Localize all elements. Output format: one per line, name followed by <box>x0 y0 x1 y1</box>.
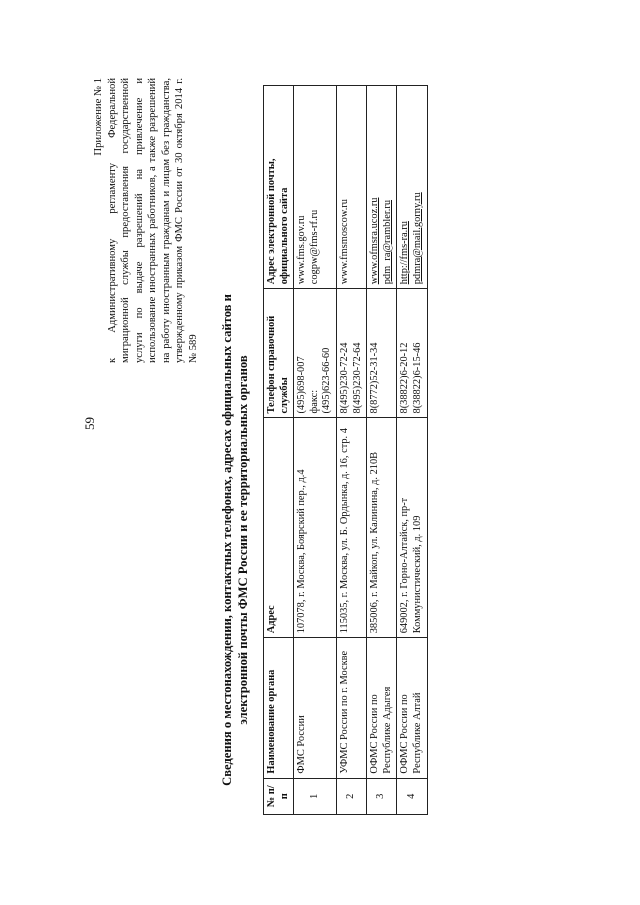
row-web <box>367 86 397 289</box>
row-number: 1 <box>294 778 337 814</box>
row-name: ОФМС России по Республике Адыгея <box>367 638 397 778</box>
appendix-text: к Административному регламенту Федеральной миграционной службы предоставления государственной услуги по выдаче разрешений на привлечение и использование иностранных работников, а также разрешений на работу иностранным гражданам и лицам без гражданства, утвержденному приказом ФМС России от 30 октября 2014 г. № 589 <box>106 78 199 363</box>
website-link[interactable]: www.fms.gov.ru <box>296 215 308 285</box>
row-phone <box>294 289 337 418</box>
phone-line: 8(495)230-72-64 <box>351 342 363 414</box>
appendix-block <box>92 78 200 363</box>
table-row <box>294 86 337 815</box>
rotated-content <box>80 75 640 825</box>
email-link[interactable]: cogpw@fms-rf.ru <box>308 209 320 285</box>
website-link[interactable]: www.ofmsra.ucoz.ru <box>369 197 381 285</box>
row-phone <box>397 289 427 418</box>
document-title: Сведения о местонахождении, контактных телефонах, адресах официальных сайтов и электронной почты ФМС России и ее территориальных органов <box>220 294 250 786</box>
appendix-title: Приложение № 1 <box>93 78 104 156</box>
email-link[interactable]: pdmra@mail.gorny.ru <box>411 192 423 285</box>
header-phone: Телефон справочной службы <box>264 289 294 418</box>
row-web <box>336 86 366 289</box>
row-address: 115035, г. Москва, ул. Б. Ордынка, д. 16, стр. 4 <box>336 418 366 638</box>
website-link[interactable]: www.fmsmoscow.ru <box>338 199 350 285</box>
row-name: ФМС России <box>294 638 337 778</box>
phone-line: 8(8772)52-31-34 <box>369 342 381 414</box>
row-address: 385006, г. Майкоп, ул. Калинина, д. 210В <box>367 418 397 638</box>
website-link[interactable]: http://fms-ra.ru <box>399 221 411 285</box>
contacts-table <box>263 85 428 815</box>
email-link[interactable]: pdm_ra@rambler.ru <box>381 199 393 285</box>
header-number: № п/ п <box>264 778 294 814</box>
table-row <box>397 86 427 815</box>
row-address: 649002, г. Горно-Алтайск, пр-т Коммунистический, д. 109 <box>397 418 427 638</box>
header-web: Адрес электронной почты, официального сайта <box>264 86 294 289</box>
row-phone <box>336 289 366 418</box>
phone-line: (495)698-007 <box>296 356 308 414</box>
row-number: 2 <box>336 778 366 814</box>
table-row <box>336 86 366 815</box>
phone-line: 8(495)230-72-24 <box>338 342 350 414</box>
row-phone <box>367 289 397 418</box>
page-number: 59 <box>82 417 97 430</box>
row-number: 4 <box>397 778 427 814</box>
table-header-row <box>264 86 294 815</box>
phone-line: факс: <box>308 389 320 414</box>
row-web <box>294 86 337 289</box>
table-row <box>367 86 397 815</box>
phone-line: 8(38822)6-20-12 <box>399 342 411 414</box>
row-name: УФМС России по г. Москве <box>336 638 366 778</box>
row-web <box>397 86 427 289</box>
row-number: 3 <box>367 778 397 814</box>
header-name: Наименование органа <box>264 638 294 778</box>
row-address: 107078, г. Москва, Боярский пер., д.4 <box>294 418 337 638</box>
phone-line: 8(38822)6-15-46 <box>411 342 423 414</box>
row-name: ОФМС России по Республике Алтай <box>397 638 427 778</box>
phone-line: (495)623-66-60 <box>321 347 333 414</box>
header-address: Адрес <box>264 418 294 638</box>
